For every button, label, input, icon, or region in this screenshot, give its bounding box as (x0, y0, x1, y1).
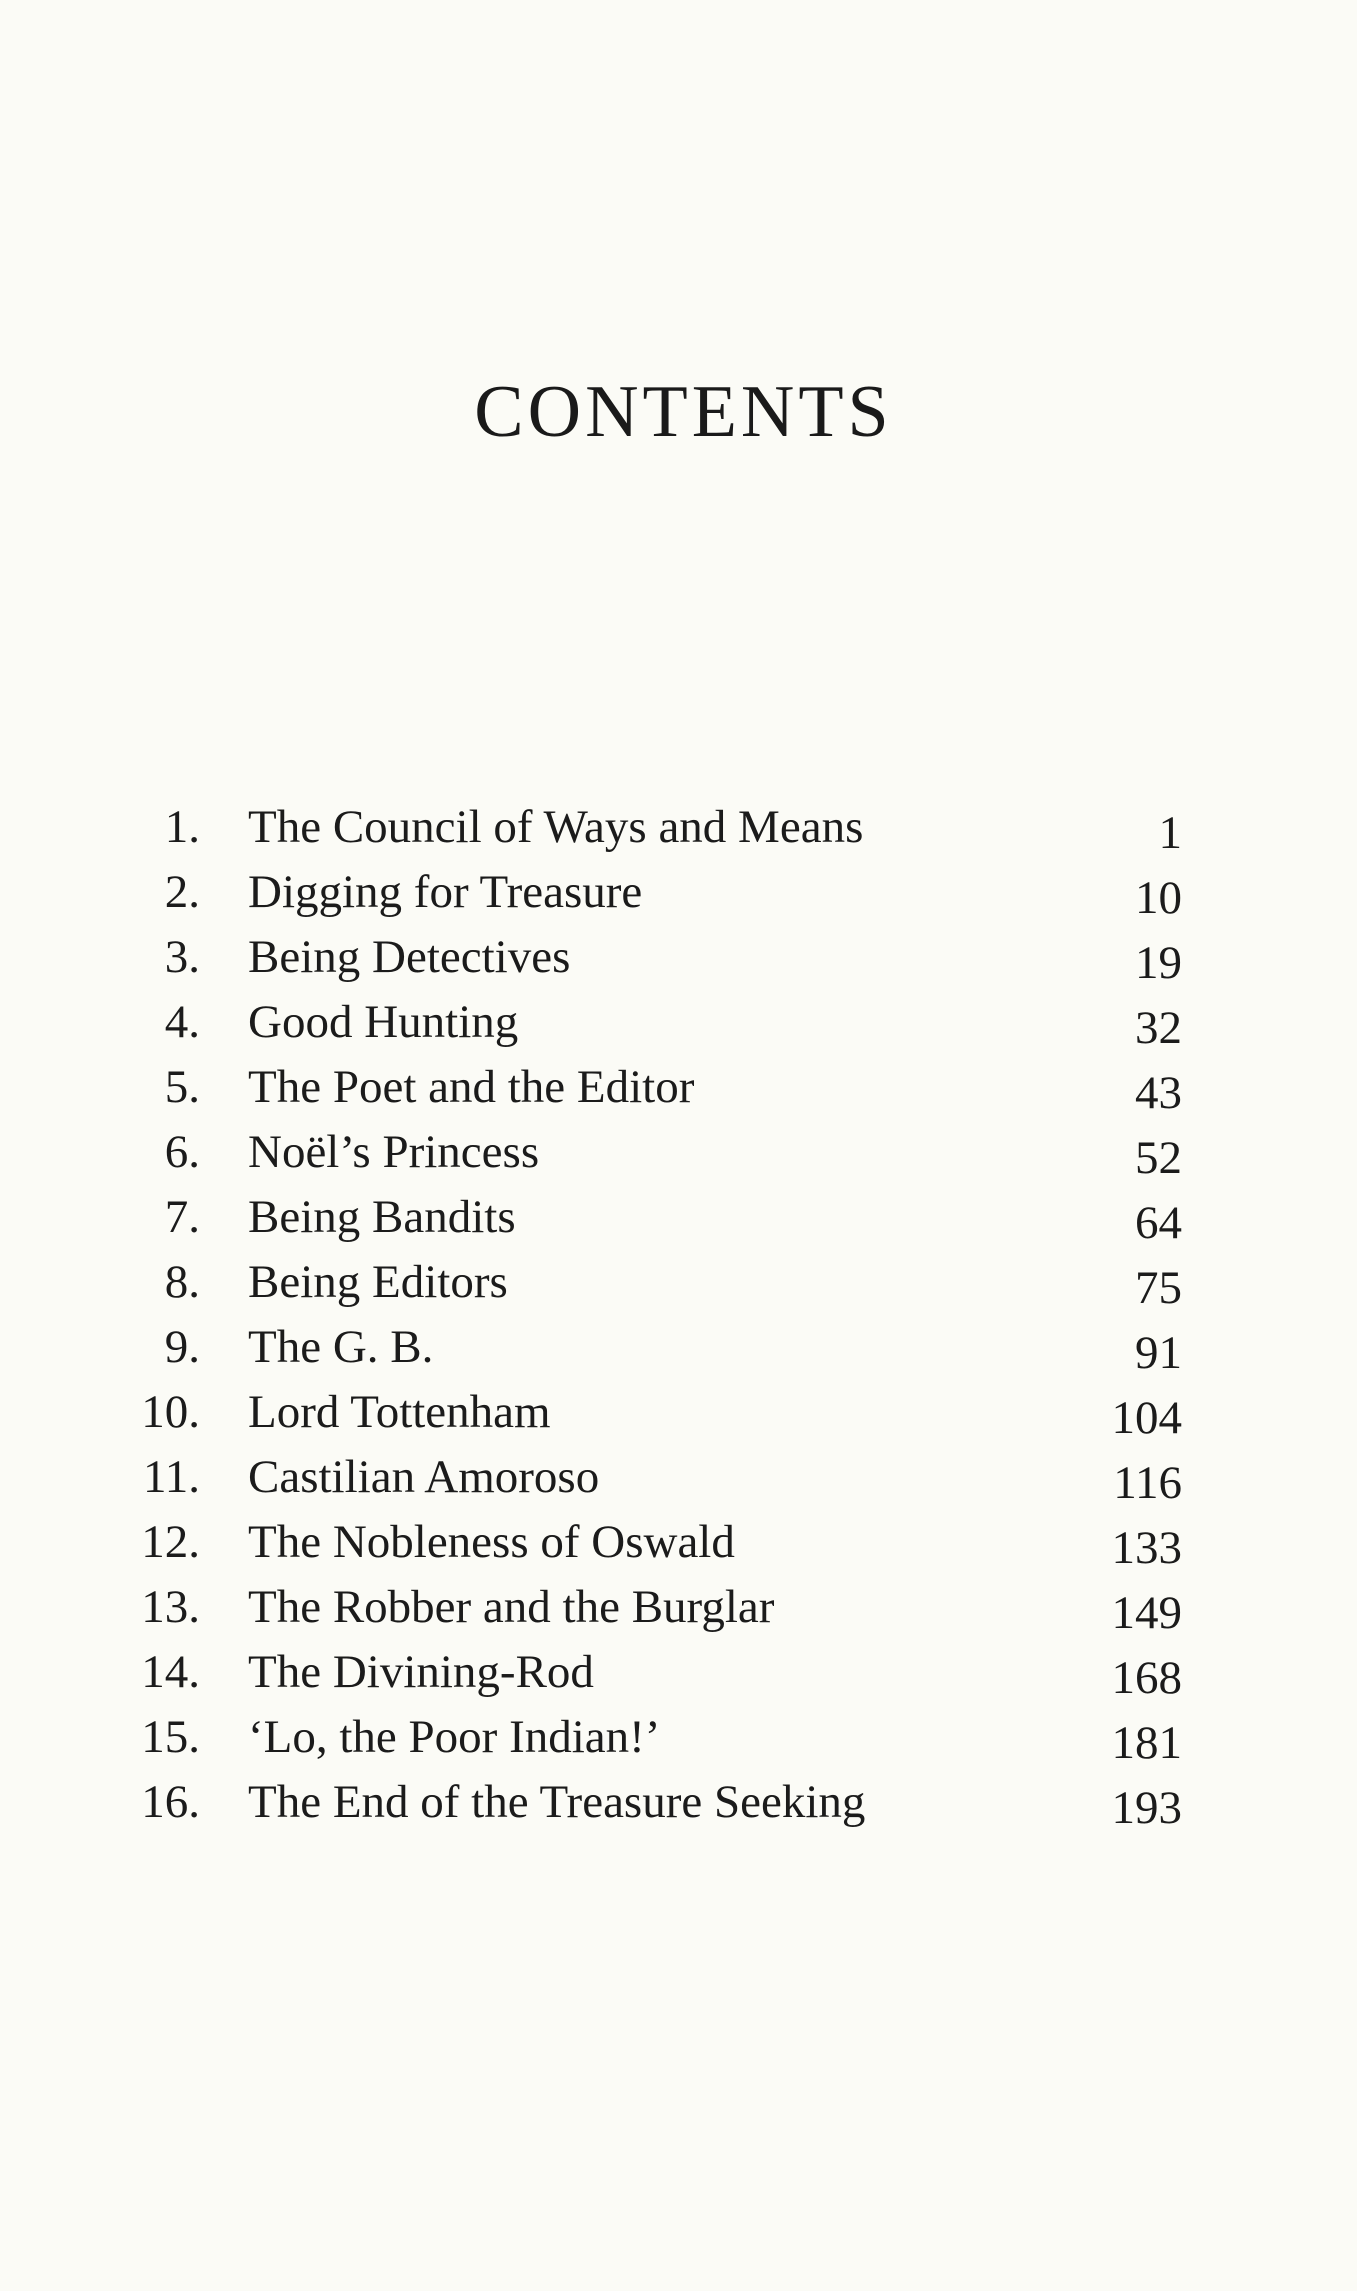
page-number: 149 (1111, 1587, 1182, 1639)
chapter-number: 3. (164, 931, 200, 983)
chapter-title: The Robber and the Burglar (248, 1581, 775, 1633)
chapter-title: Noël’s Princess (248, 1126, 540, 1178)
chapter-title: Good Hunting (248, 996, 519, 1048)
chapter-number: 11. (142, 1451, 200, 1503)
page-number: 19 (1135, 937, 1182, 989)
chapter-title: Being Detectives (248, 931, 571, 983)
chapter-number: 6. (164, 1126, 200, 1178)
toc-entry (0, 860, 1357, 925)
chapter-number: 4. (164, 996, 200, 1048)
chapter-title: The End of the Treasure Seeking (248, 1776, 866, 1828)
page-number: 91 (1135, 1327, 1182, 1379)
chapter-number: 12. (141, 1516, 200, 1568)
toc-entry (0, 1120, 1357, 1185)
toc-entry (0, 1250, 1357, 1315)
chapter-title: Lord Tottenham (248, 1386, 551, 1438)
chapter-number: 16. (141, 1776, 200, 1828)
toc-entry (0, 1510, 1357, 1575)
page-number: 168 (1111, 1652, 1182, 1704)
chapter-title: Digging for Treasure (248, 866, 643, 918)
table-of-contents (0, 795, 1357, 1835)
page-number: 193 (1111, 1782, 1182, 1834)
page-number: 133 (1111, 1522, 1182, 1574)
chapter-number: 5. (164, 1061, 200, 1113)
page-number: 43 (1135, 1067, 1182, 1119)
toc-entry (0, 1770, 1357, 1835)
chapter-title: The Nobleness of Oswald (248, 1516, 735, 1568)
chapter-number: 7. (164, 1191, 200, 1243)
toc-entry (0, 925, 1357, 990)
toc-entry (0, 1380, 1357, 1445)
page-number: 52 (1135, 1132, 1182, 1184)
chapter-number: 13. (141, 1581, 200, 1633)
chapter-title: The Divining-Rod (248, 1646, 594, 1698)
page-number: 32 (1135, 1002, 1182, 1054)
toc-entry (0, 1055, 1357, 1120)
chapter-number: 15. (141, 1711, 200, 1763)
page-number: 1 (1158, 807, 1182, 859)
toc-entry (0, 1315, 1357, 1380)
chapter-title: Being Editors (248, 1256, 508, 1308)
toc-entry (0, 1185, 1357, 1250)
chapter-title: Being Bandits (248, 1191, 516, 1243)
toc-entry (0, 990, 1357, 1055)
page-number: 75 (1135, 1262, 1182, 1314)
page-number: 181 (1111, 1717, 1182, 1769)
toc-entry (0, 1575, 1357, 1640)
page-number: 104 (1111, 1392, 1182, 1444)
chapter-title: The Council of Ways and Means (248, 801, 864, 853)
chapter-number: 9. (164, 1321, 200, 1373)
chapter-title: The G. B. (248, 1321, 434, 1373)
page-title: CONTENTS (474, 371, 893, 453)
toc-entry (0, 795, 1357, 860)
chapter-title: The Poet and the Editor (248, 1061, 695, 1113)
chapter-title: Castilian Amoroso (248, 1451, 600, 1503)
page-number: 116 (1113, 1457, 1182, 1509)
chapter-number: 8. (164, 1256, 200, 1308)
page-number: 64 (1135, 1197, 1182, 1249)
toc-entry (0, 1705, 1357, 1770)
chapter-number: 1. (164, 801, 200, 853)
chapter-number: 14. (141, 1646, 200, 1698)
chapter-number: 2. (164, 866, 200, 918)
chapter-title: ‘Lo, the Poor Indian!’ (248, 1711, 661, 1763)
page-number: 10 (1135, 872, 1182, 924)
toc-entry (0, 1445, 1357, 1510)
toc-entry (0, 1640, 1357, 1705)
chapter-number: 10. (141, 1386, 200, 1438)
